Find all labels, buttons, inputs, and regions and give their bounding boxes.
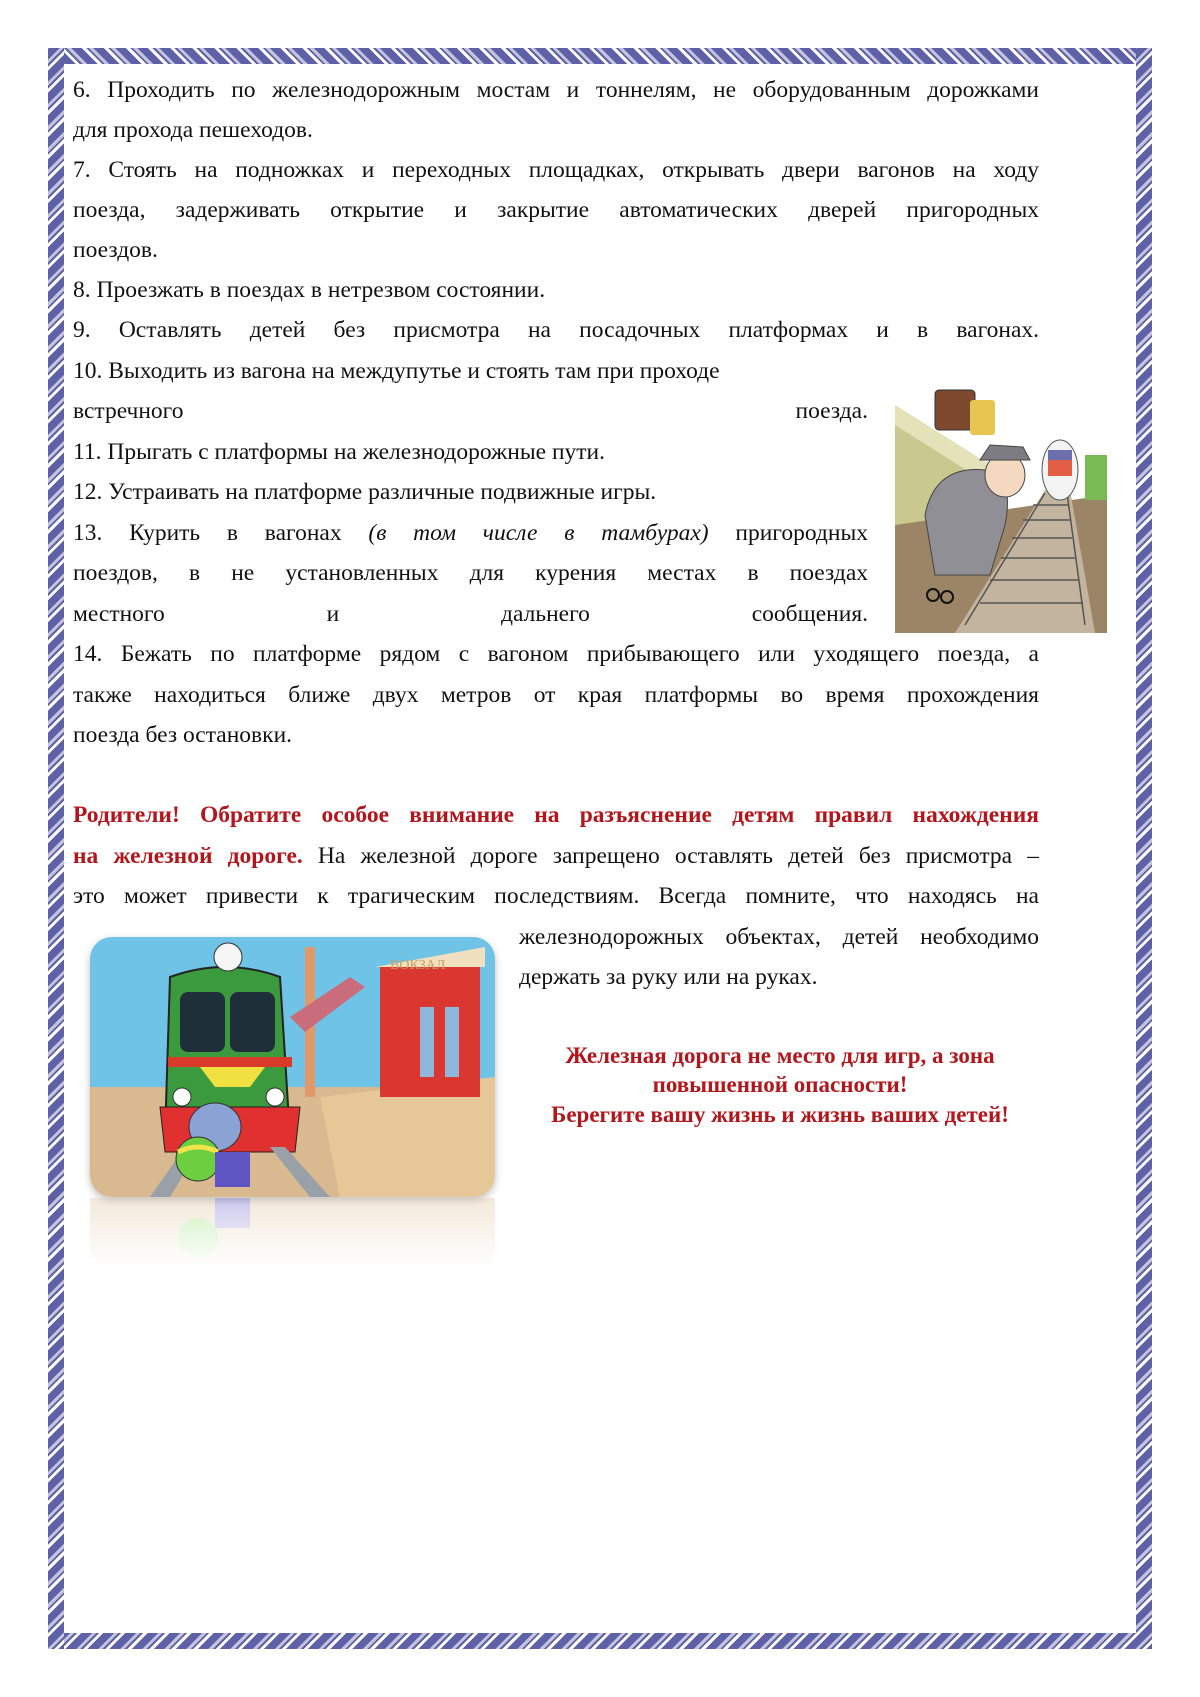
parents-line-5: держать за руку или на руках. bbox=[519, 964, 818, 990]
rule-11: 11. Прыгать с платформы на железнодорожные пути. bbox=[73, 439, 606, 465]
rule-10-line-1: 10. Выходить из вагона на междупутье и стоять там при проходе bbox=[73, 358, 720, 384]
page-border-bottom bbox=[48, 1633, 1152, 1649]
parents-line-4: железнодорожных объектах, детей необходимо bbox=[519, 924, 1039, 950]
train-illustration-reflection bbox=[90, 1198, 495, 1268]
parents-heading-line-1: Родители! Обратите особое внимание на разъяснение детям правил нахождения bbox=[73, 802, 1039, 828]
rule-7-line-3: поездов. bbox=[73, 237, 158, 263]
man-on-tracks-illustration bbox=[895, 375, 1107, 633]
rule-9: 9. Оставлять детей без присмотра на посадочных платформах и в вагонах. bbox=[73, 317, 1039, 343]
page-border-left bbox=[48, 48, 64, 1649]
rule-13-italic: (в том числе в тамбурах) bbox=[368, 520, 709, 546]
rule-13-text-b: пригородных bbox=[735, 520, 869, 546]
rule-13-line-1 bbox=[73, 519, 868, 547]
parents-text-2: На железной дороге запрещено оставлять детей без присмотра – bbox=[302, 843, 1039, 869]
parents-line-2 bbox=[73, 842, 1039, 870]
rule-13-line-3: местного и дальнего сообщения. bbox=[73, 601, 868, 627]
rule-6-line-2: для прохода пешеходов. bbox=[73, 117, 313, 143]
rule-14-line-1: 14. Бежать по платформе рядом с вагоном прибывающего или уходящего поезда, а bbox=[73, 641, 1039, 667]
rule-10-line-2: встречного поезда. bbox=[73, 398, 868, 424]
rule-7-line-1: 7. Стоять на подножках и переходных площадках, открывать двери вагонов на ходу bbox=[73, 157, 1039, 183]
train-bunny-illustration bbox=[90, 937, 495, 1197]
warning-line-1: Железная дорога не место для игр, а зона bbox=[565, 1043, 995, 1068]
rule-7-line-2: поезда, задерживать открытие и закрытие автоматических дверей пригородных bbox=[73, 197, 1039, 223]
rule-13-line-2: поездов, в не установленных для курения местах в поездах bbox=[73, 560, 868, 586]
rule-14-line-2: также находиться ближе двух метров от края платформы во время прохождения bbox=[73, 682, 1039, 708]
warning-line-3: Берегите вашу жизнь и жизнь ваших детей! bbox=[551, 1102, 1009, 1127]
rule-14-line-3: поезда без остановки. bbox=[73, 722, 293, 748]
rule-13-text-a: 13. Курить в вагонах bbox=[73, 520, 342, 546]
page-border-right bbox=[1136, 48, 1152, 1649]
rule-12: 12. Устраивать на платформе различные подвижные игры. bbox=[73, 479, 657, 505]
rule-6-line-1: 6. Проходить по железнодорожным мостам и тоннелям, не оборудованным дорожками bbox=[73, 77, 1039, 103]
rule-8: 8. Проезжать в поездах в нетрезвом состоянии. bbox=[73, 277, 546, 303]
parents-heading-line-2: на железной дороге. bbox=[73, 843, 303, 869]
page-border-top bbox=[48, 48, 1152, 64]
warning-line-2: повышенной опасности! bbox=[652, 1072, 908, 1097]
station-sign: ВОКЗАЛ bbox=[390, 958, 446, 973]
parents-line-3: это может привести к трагическим последствиям. Всегда помните, что находясь на bbox=[73, 883, 1039, 909]
